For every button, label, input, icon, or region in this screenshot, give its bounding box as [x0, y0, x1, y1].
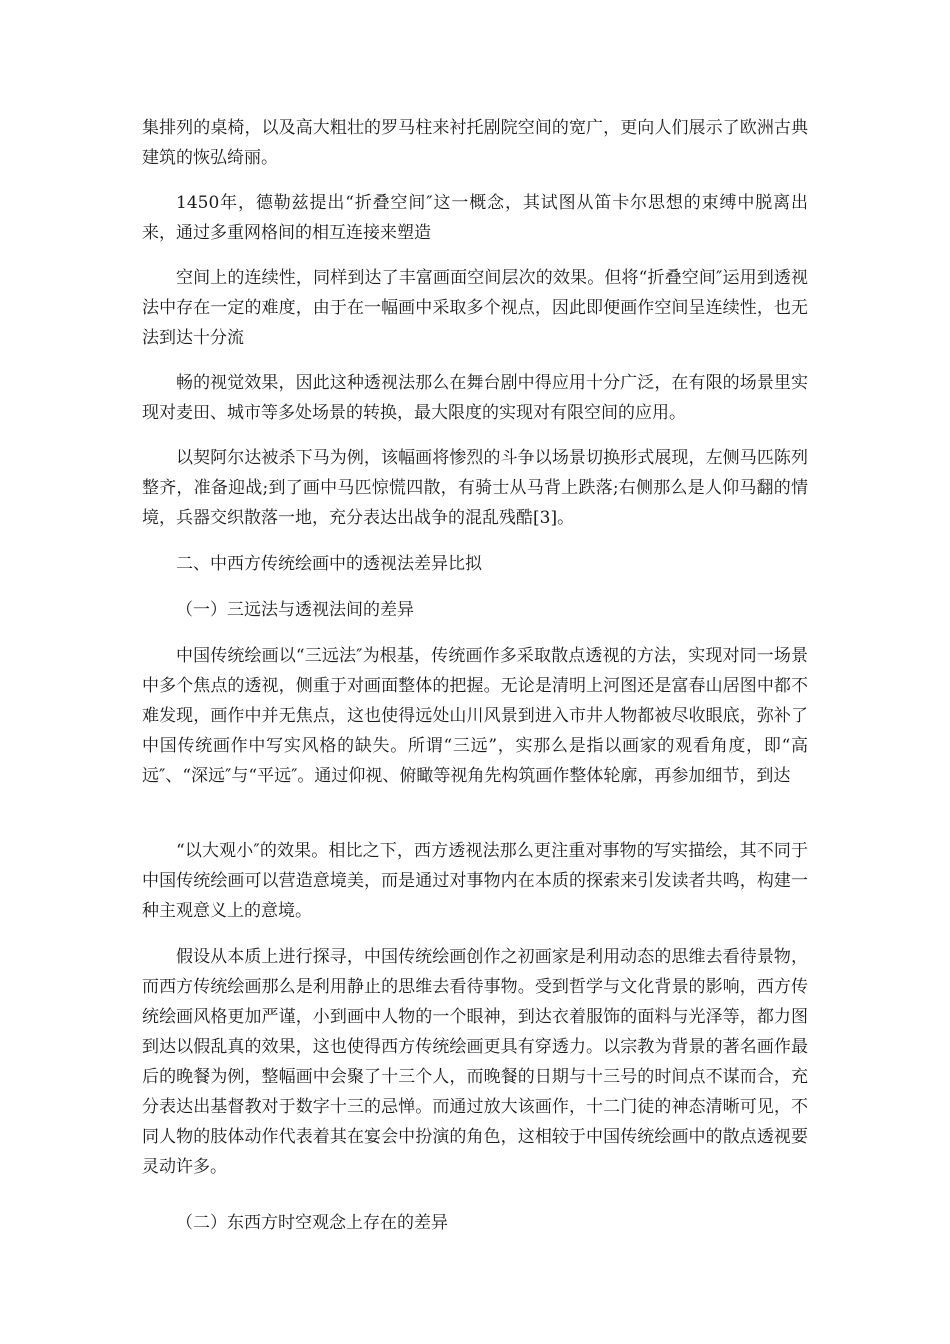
paragraph-continuation: 集排列的桌椅，以及高大粗壮的罗马柱来衬托剧院空间的宽广，更向人们展示了欧洲古典建筑的恢弘绮丽。 — [142, 118, 808, 168]
paragraph-chinese-three-distances: 中国传统绘画以“三远法″为根基，传统画作多采取散点透视的方法，实现对同一场景中多个焦点的透视，侧重于对画面整体的把握。无论是清明上河图还是富春山居图中都不难发现，画作中并无焦点，这也使得远处山川风景到进入市井人物都被尽收眼底，弥补了中国传统画作中写实风格的缺失。所谓“三远”，实那么是指以画家的观看角度，即“高远″、“深远″与“平远″。通过仰视、俯瞰等视角先构筑画作整体轮廓，再参加细节，到达 — [142, 646, 808, 786]
paragraph-spatial-continuity: 空间上的连续性，同样到达了丰富画面空间层次的效果。但将“折叠空间″运用到透视法中存在一定的难度，由于在一幅画中采取多个视点，因此即便画作空间呈连续性，也无法到达十分流 — [142, 268, 808, 348]
paragraph-essence-comparison: 假设从本质上进行探寻，中国传统绘画创作之初画家是利用动态的思维去看待景物，而西方传统绘画那么是利用静止的思维去看待事物。受到哲学与文化背景的影响，西方传统绘画风格更加严谨，小到画中人物的一个眼神，到达衣着服饰的面料与光泽等，都力图到达以假乱真的效果，这也使得西方传统绘画更具有穿透力。以宗教为背景的著名画作最后的晚餐为例，整幅画中会聚了十三个人，而晚餐的日期与十三号的时间点不谋而合，充分表达出基督教对于数字十三的忌惮。而通过放大该画作，十二门徒的神态清晰可见，不同人物的肢体动作代表着其在宴会中扮演的角色，这相较于中国传统绘画中的散点透视要灵动许多。 — [142, 947, 808, 1177]
subsection-heading-three-distances: （一）三远法与透视法间的差异 — [176, 600, 414, 620]
paragraph-visual-effect: 畅的视觉效果，因此这种透视法那么在舞台剧中得应用十分广泛，在有限的场景里实现对麦田、城市等多处场景的转换，最大限度的实现对有限空间的应用。 — [142, 373, 808, 423]
section-heading-comparison: 二、中西方传统绘画中的透视法差异比拟 — [176, 554, 482, 574]
paragraph-deleuze-folding-space: 1450年，德勒兹提出“折叠空间″这一概念，其试图从笛卡尔思想的束缚中脱离出来，通过多重网格间的相互连接来塑造 — [142, 193, 808, 243]
paragraph-battle-painting-example: 以契阿尔达被杀下马为例，该幅画将惨烈的斗争以场景切换形式展现，左侧马匹陈列整齐，准备迎战;到了画中马匹惊慌四散，有骑士从马背上跌落;右侧那么是人仰马翻的情境，兵器交织散落一地，充分表达出战争的混乱残酷[3]。 — [142, 448, 808, 528]
paragraph-big-view-small: “以大观小″的效果。相比之下，西方透视法那么更注重对事物的写实描绘，其不同于中国传统绘画可以营造意境美，而是通过对事物内在本质的探索来引发读者共鸣，构建一种主观意义上的意境。 — [142, 841, 808, 921]
subsection-heading-time-space: （二）东西方时空观念上存在的差异 — [176, 1213, 448, 1233]
